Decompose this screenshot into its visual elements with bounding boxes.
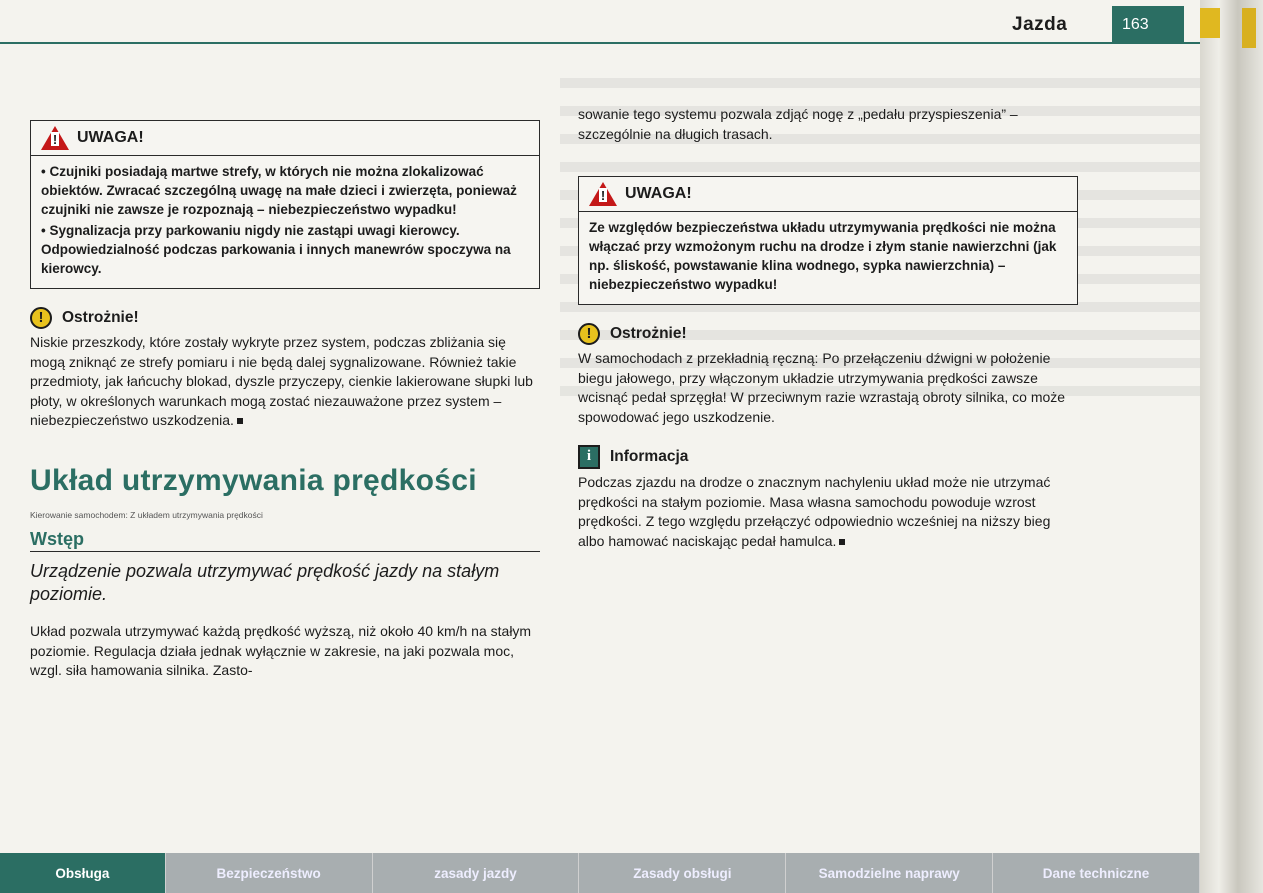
header-rule [0,42,1200,44]
info-header [578,445,1078,469]
page-number: 163 [1112,6,1184,42]
section-heading: Układ utrzymywania prędkości [30,463,477,497]
continued-paragraph: sowanie tego systemu pozwala zdjąć nogę z „pedału przyspieszenia” – szczególnie na długich trasach. [578,106,1018,142]
warning-body [31,156,539,288]
info-text: Podczas zjazdu na drodze o znacznym nachyleniu układ może nie utrzymać prędkości na stałym poziomie. Masa własna samochodu powoduje wzrost prędkości. Z tego względu przełączyć odpowiednio wcześniej na niższy bieg albo hamować naciskając pedał hamulca. [578,474,1051,549]
right-column [578,105,1078,551]
chapter-tabs [0,853,1200,893]
tab-bezpieczenstwo[interactable]: Bezpieczeństwo [166,853,373,893]
warning-title: UWAGA! [625,185,692,203]
info-title: Informacja [610,448,689,466]
warning-header [31,121,539,156]
warning-item: • Sygnalizacja przy parkowaniu nigdy nie zastąpi uwagi kierowcy. Odpowiedzialność podczas parkowania i innych manewrów spoczywa na kierowcy. [41,223,511,276]
caution-header [30,307,540,329]
warning-item: • Czujniki posiadają martwe strefy, w których nie można zlokalizować obiektów. Zwracać szczególną uwagę na małe dzieci i zwierzęta, ponieważ czujniki nie zawsze je rozpoznają – niebezpieczeństwo wypadku! [41,164,517,217]
warning-box [578,176,1078,305]
left-column [30,120,540,681]
page-edge [1200,0,1263,893]
tab-samodzielne-naprawy[interactable]: Samodzielne naprawy [786,853,993,893]
caution-text: Niskie przeszkody, które zostały wykryte przez system, podczas zbliżania się mogą zniknąć ze strefy pomiaru i nie będą dalej sygnalizowane. Również takie przedmioty, jak łańcuchy blokad, dyszle przyczepy, cienkie lakierowane słupki lub płoty, w określonych warunkach mogą zostać niezauważone przez system – niebezpieczeństwo uszkodzenia. [30,334,533,428]
warning-title: UWAGA! [77,129,144,147]
running-head: Jazda [1012,14,1068,35]
warning-box [30,120,540,289]
caution-header [578,323,1078,345]
info-icon: i [578,445,600,469]
warning-body [579,212,1077,304]
body-paragraph: Układ pozwala utrzymywać każdą prędkość wyższą, niż około 40 km/h na stałym poziomie. Regulacja działa jednak wyłącznie w zakresie, na jaki pozwala moc, wzgl. siła hamowania silnika. Zasto- [30,623,532,678]
end-mark [237,418,243,424]
subsection-heading: Wstęp [30,530,540,553]
tab-obsluga[interactable]: Obsługa [0,853,166,893]
warning-text: Ze względów bezpieczeństwa układu utrzymywania prędkości nie można włączać przy wzmożonym ruchu na drodze i złym stanie nawierzchni (jak np. śliskość, powstawanie klina wodnego, sypka nawierzchnia) – niebezpieczeństwo wypadku! [589,220,1057,292]
caution-icon: ! [578,323,600,345]
tab-zasady-jazdy[interactable]: zasady jazdy [373,853,580,893]
end-mark [839,539,845,545]
tab-dane-techniczne[interactable]: Dane techniczne [993,853,1200,893]
warning-header [579,177,1077,212]
tab-zasady-obslugi[interactable]: Zasady obsługi [579,853,786,893]
caution-title: Ostrożnie! [610,325,687,343]
warning-triangle-icon: ! [41,126,69,150]
caution-icon: ! [30,307,52,329]
breadcrumb: Kierowanie samochodem: Z układem utrzymywania prędkości [30,510,263,520]
caution-title: Ostrożnie! [62,309,139,327]
warning-triangle-icon: ! [589,182,617,206]
caution-text: W samochodach z przekładnią ręczną: Po przełączeniu dźwigni w położenie biegu jałowego, przy włączonym układzie utrzymywania prędkości zawsze wcisnąć pedał sprzęgła! W przeciwnym razie wzrastają obroty silnika, co może spowodować jego uszkodzenie. [578,350,1066,425]
lead-paragraph: Urządzenie pozwala utrzymywać prędkość jazdy na stałym poziomie. [30,561,500,604]
